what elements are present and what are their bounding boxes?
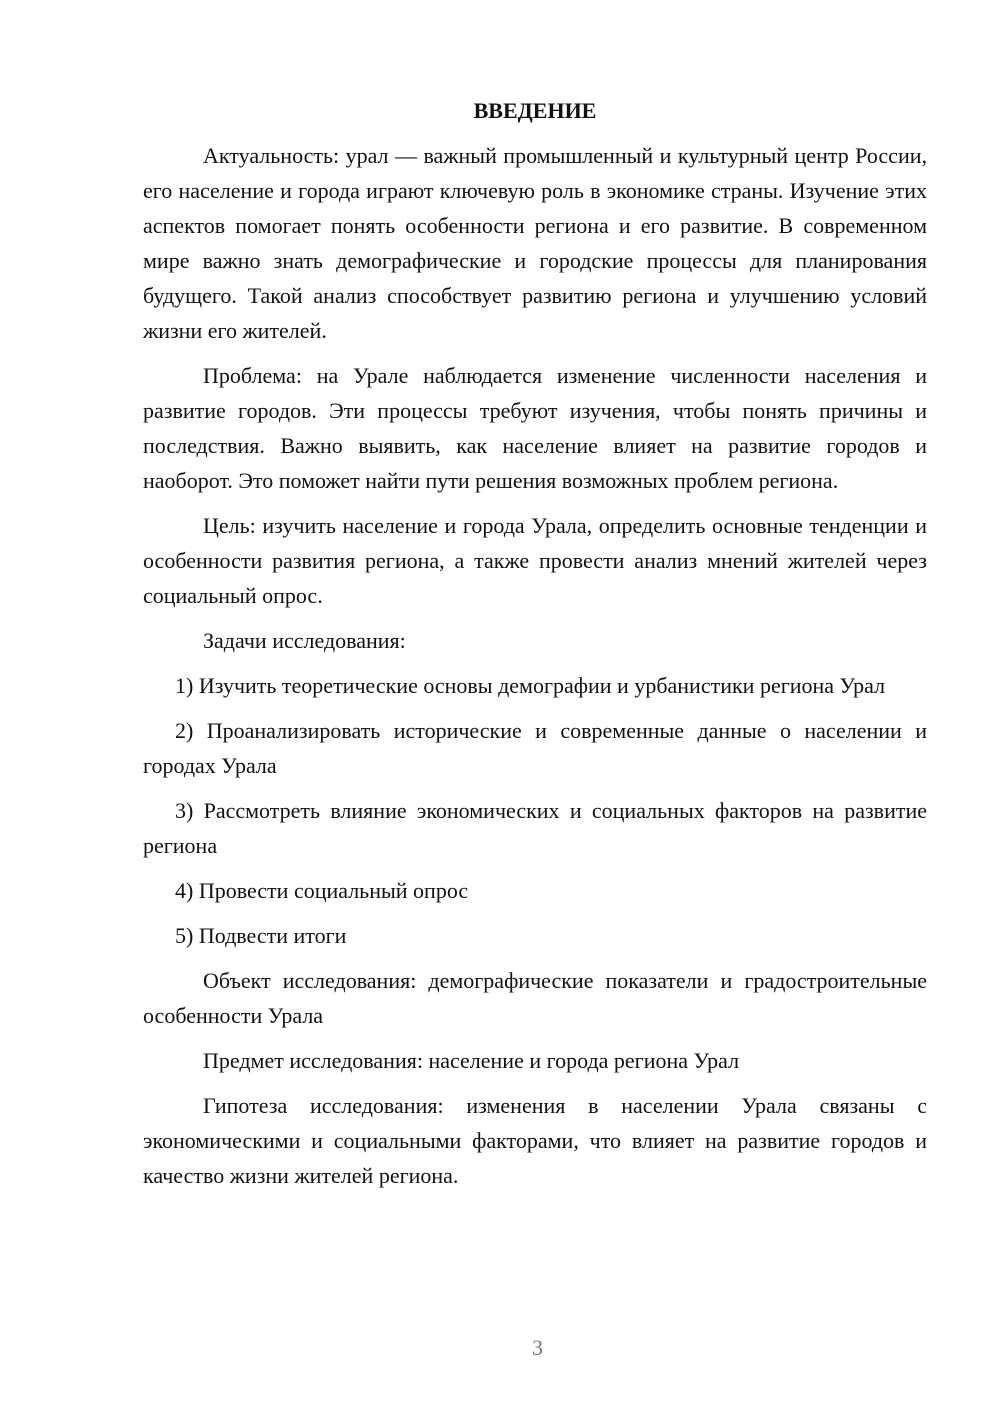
task-item-2: 2) Проанализировать исторические и современные данные о населении и городах Урала <box>143 718 927 778</box>
task-item-1: 1) Изучить теоретические основы демографии и урбанистики региона Урал <box>175 673 886 698</box>
paragraph-relevance: Актуальность: урал — важный промышленный и культурный центр России, его население и города играют ключевую роль в экономике страны. Изучение этих аспектов помогает понять особенности региона и его развитие. В современном мире важно знать демографические и городские процессы для планирования будущего. Такой анализ способствует развитию региона и улучшению условий жизни его жителей. <box>143 143 927 343</box>
paragraph-subject: Предмет исследования: население и города региона Урал <box>203 1048 740 1073</box>
document-body <box>143 93 927 1203</box>
section-title: ВВЕДЕНИЕ <box>473 98 597 123</box>
tasks-heading: Задачи исследования: <box>203 628 406 653</box>
paragraph-goal: Цель: изучить население и города Урала, определить основные тенденции и особенности развития региона, а также провести анализ мнений жителей через социальный опрос. <box>143 513 927 608</box>
task-item-3: 3) Рассмотреть влияние экономических и социальных факторов на развитие региона <box>143 798 927 858</box>
paragraph-object: Объект исследования: демографические показатели и градостроительные особенности Урала <box>143 968 927 1028</box>
paragraph-problem: Проблема: на Урале наблюдается изменение численности населения и развитие городов. Эти процессы требуют изучения, чтобы понять причины и последствия. Важно выявить, как население влияет на развитие городов и наоборот. Это поможет найти пути решения возможных проблем региона. <box>143 363 927 493</box>
page-number: 3 <box>532 1335 543 1360</box>
task-item-5: 5) Подвести итоги <box>175 923 347 948</box>
task-item-4: 4) Провести социальный опрос <box>175 878 469 903</box>
paragraph-hypothesis: Гипотеза исследования: изменения в населении Урала связаны с экономическими и социальными факторами, что влияет на развитие городов и качество жизни жителей региона. <box>143 1093 927 1188</box>
